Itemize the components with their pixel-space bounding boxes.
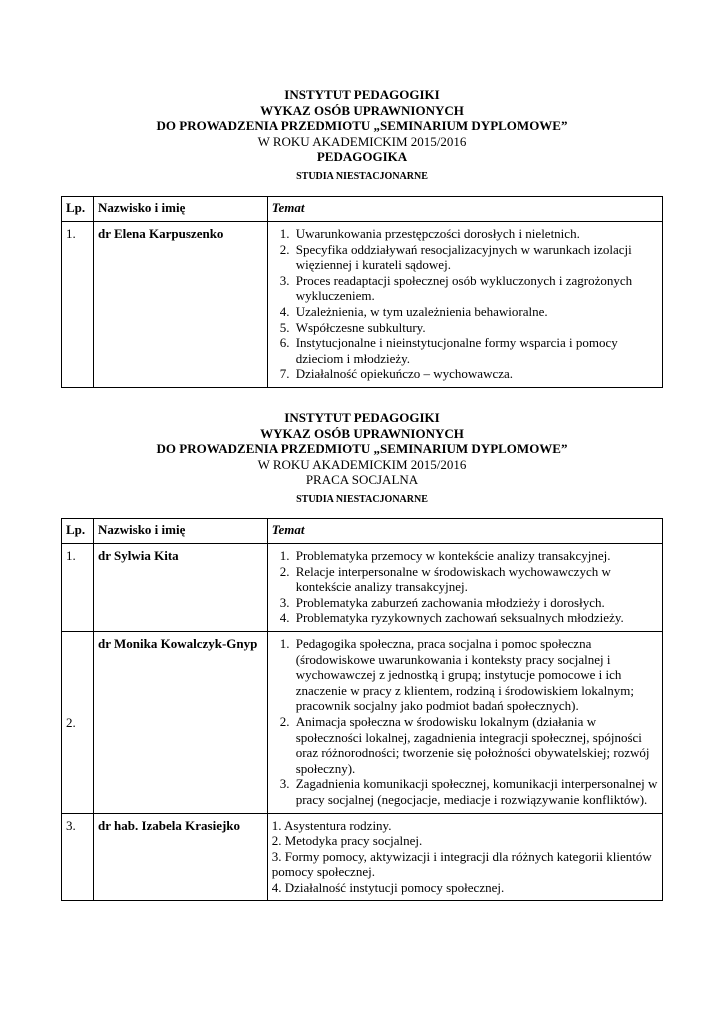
institute-title: INSTYTUT PEDAGOGIKI xyxy=(284,87,440,102)
supervisor-name: dr Elena Karpuszenko xyxy=(93,222,267,388)
row-number: 3. xyxy=(62,813,94,901)
topics-cell xyxy=(267,544,662,632)
field-of-study: PEDAGOGIKA xyxy=(316,149,408,164)
topic-item: 1. Uwarunkowania przestępczości dorosłych i nieletnich. xyxy=(293,226,659,242)
section2-header xyxy=(0,410,724,506)
study-mode: STUDIA NIESTACJONARNE xyxy=(296,493,428,505)
topic-item: 2. Specyfika oddziaływań resocjalizacyjnych w warunkach izolacji więziennej i kurateli sądowej. xyxy=(293,242,659,273)
topic-list xyxy=(272,548,659,626)
supervisor-name: dr Monika Kowalczyk-Gnyp xyxy=(93,631,267,813)
topic-item: 3. Formy pomocy, aktywizacji i integracji dla różnych kategorii klientów pomocy społecznej. xyxy=(271,848,652,880)
section1-table xyxy=(61,196,663,388)
section1-header xyxy=(0,87,724,183)
column-header-topic: Temat xyxy=(267,519,662,544)
table-header-row xyxy=(62,519,663,544)
topic-item: 4. Problematyka ryzykownych zachowań seksualnych młodzieży. xyxy=(293,610,659,626)
topic-item: 1. Asystentura rodziny. xyxy=(271,817,392,833)
topic-list xyxy=(272,818,659,896)
academic-year: W ROKU AKADEMICKIM 2015/2016 xyxy=(257,133,467,149)
topic-item: 4. Uzależnienia, w tym uzależnienia behawioralne. xyxy=(293,304,659,320)
topics-cell xyxy=(267,631,662,813)
topic-item: 1. Problematyka przemocy w kontekście analizy transakcyjnej. xyxy=(293,548,659,564)
topic-item: 4. Działalność instytucji pomocy społecznej. xyxy=(271,879,505,895)
column-header-name: Nazwisko i imię xyxy=(93,197,267,222)
field-of-study: PRACA SOCJALNA xyxy=(305,472,419,487)
topic-item: 2. Animacja społeczna w środowisku lokalnym (działania w społeczności lokalnej, zagadnienia integracji społecznej, spójności oraz różnorodności; tworzenie się położności obywatelskiej; rozwój społeczny). xyxy=(293,714,659,776)
topic-item: 6. Instytucjonalne i nieinstytucjonalne formy wsparcia i pomocy dzieciom i młodzieży. xyxy=(293,335,659,366)
table-row xyxy=(62,222,663,388)
table-row xyxy=(62,631,663,813)
purpose-title: DO PROWADZENIA PRZEDMIOTU „SEMINARIUM DYPLOMOWE” xyxy=(156,118,568,133)
topics-cell xyxy=(267,813,662,901)
topic-list xyxy=(272,636,659,808)
list-title: WYKAZ OSÓB UPRAWNIONYCH xyxy=(260,102,464,118)
supervisor-name: dr Sylwia Kita xyxy=(93,544,267,632)
topic-item: 3. Zagadnienia komunikacji społecznej, komunikacji interpersonalnej w pracy socjalnej (negocjacje, mediacje i rozwiązywanie konfliktów). xyxy=(293,776,659,807)
column-header-lp: Lp. xyxy=(62,519,94,544)
column-header-lp: Lp. xyxy=(62,197,94,222)
column-header-name: Nazwisko i imię xyxy=(93,519,267,544)
topic-item: 2. Metodyka pracy socjalnej. xyxy=(271,833,423,849)
topic-list xyxy=(272,226,659,382)
section2-table xyxy=(61,518,663,901)
column-header-topic: Temat xyxy=(267,197,662,222)
topic-item: 1. Pedagogika społeczna, praca socjalna i pomoc społeczna (środowiskowe uwarunkowania i konteksty pracy socjalnej i wychowawczej z jednostką i grupą; instytucje pomocowe i ich znaczenie w pracy z klientem, rodziną i środowiskiem lokalnym; pracownik socjalny jako podmiot badań społecznych). xyxy=(293,636,659,714)
topic-item: 3. Proces readaptacji społecznej osób wykluczonych i zagrożonych wykluczeniem. xyxy=(293,273,659,304)
topic-item: 5. Współczesne subkultury. xyxy=(293,320,659,336)
topic-item: 2. Relacje interpersonalne w środowiskach wychowawczych w kontekście analizy transakcyjnej. xyxy=(293,564,659,595)
row-number: 1. xyxy=(62,222,94,388)
study-mode: STUDIA NIESTACJONARNE xyxy=(296,170,428,182)
topic-item: 7. Działalność opiekuńczo – wychowawcza. xyxy=(293,366,659,382)
academic-year: W ROKU AKADEMICKIM 2015/2016 xyxy=(257,456,467,472)
table-row xyxy=(62,813,663,901)
table-header-row xyxy=(62,197,663,222)
table-row xyxy=(62,544,663,632)
list-title: WYKAZ OSÓB UPRAWNIONYCH xyxy=(260,425,464,441)
institute-title: INSTYTUT PEDAGOGIKI xyxy=(284,410,440,425)
supervisor-name: dr hab. Izabela Krasiejko xyxy=(93,813,267,901)
purpose-title: DO PROWADZENIA PRZEDMIOTU „SEMINARIUM DYPLOMOWE” xyxy=(156,441,568,456)
topic-item: 3. Problematyka zaburzeń zachowania młodzieży i dorosłych. xyxy=(293,595,659,611)
topics-cell xyxy=(267,222,662,388)
row-number: 1. xyxy=(62,544,94,632)
row-number: 2. xyxy=(62,631,94,813)
